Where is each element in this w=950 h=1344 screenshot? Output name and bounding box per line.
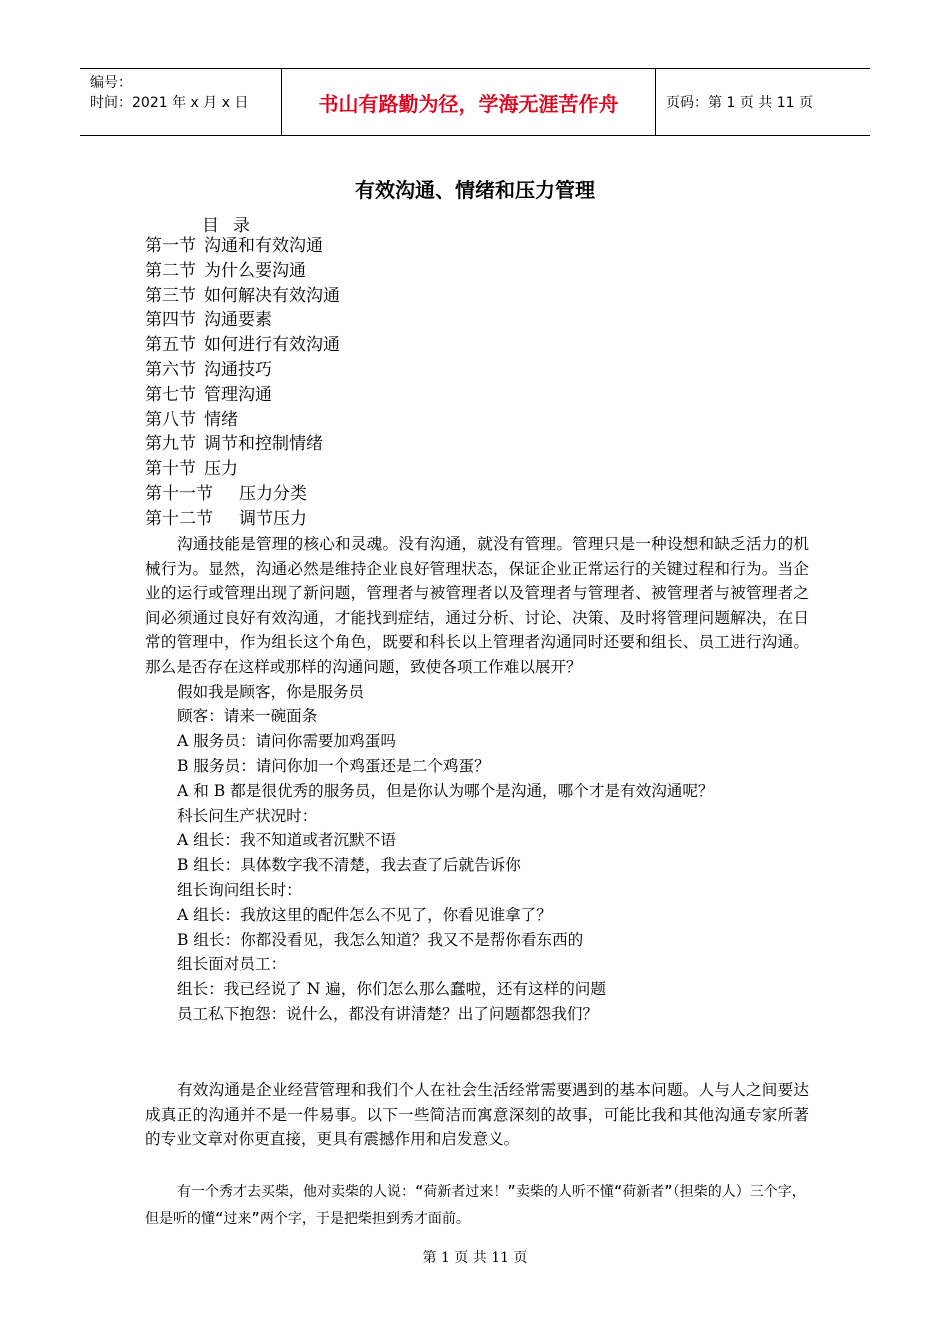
toc-item [145,333,340,358]
toc-item [145,259,340,284]
toc-item-text: 为什么要沟通 [204,260,306,281]
intro-paragraph: 沟通技能是管理的核心和灵魂。没有沟通，就没有管理。管理只是一种设想和缺乏活力的机械行为。显然，沟通必然是维持企业良好管理状态，保证企业正常运行的关键过程和行为。当企业的运行或管理出现了新问题，管理者与被管理者以及管理者与管理者、被管理者与被管理者之间必须通过良好有效沟通，才能找到症结，通过分析、讨论、决策、及时将管理问题解决，在日常的管理中，作为组长这个角色，既要和科长以上管理者沟通同时还要和组长、员工进行沟通。那么是否存在这样或那样的沟通问题，致使各项工作难以展开？ [145,535,809,676]
toc-item [145,457,340,482]
story-section [145,1179,809,1233]
toc-item [145,383,340,408]
header-meta-cell [80,69,282,135]
toc-item-text: 管理沟通 [204,384,272,405]
toc-item-number: 第十二节 [145,508,213,529]
toc-item-number: 第七节 [145,384,196,405]
document-title: 有效沟通、情绪和压力管理 [355,178,595,202]
toc-item-number: 第九节 [145,434,196,455]
dialogue-examples [145,680,809,1027]
toc-item-text: 压力 [204,459,238,480]
header-motto: 书山有路勤为径，学海无涯苦作舟 [282,69,656,135]
dialogue-line: A 组长：我放这里的配件怎么不见了，你看见谁拿了？ [177,905,552,924]
toc-item-number: 第八节 [145,409,196,430]
toc-item [145,234,340,259]
toc-item-number: 第十一节 [145,483,213,504]
toc-item-text: 调节和控制情绪 [204,434,323,455]
toc-item-text: 沟通要素 [204,310,272,331]
toc-heading: 目录 [202,216,264,236]
dialogue-line: A 和 B 都是很优秀的服务员，但是你认为哪个是沟通，哪个才是有效沟通呢？ [177,781,714,800]
toc-item-text: 沟通和有效沟通 [204,236,323,256]
toc-item-number: 第四节 [145,310,196,331]
toc-item-number: 第六节 [145,359,196,380]
table-of-contents [145,234,340,532]
dialogue-line: 顾客：请来一碗面条 [177,707,318,726]
dialogue-line: 组长：我已经说了 N 遍，你们怎么那么蠢啦，还有这样的问题 [177,980,606,999]
toc-item-text: 如何进行有效沟通 [204,335,340,356]
document-body-continued [145,1078,809,1152]
toc-item-number: 第一节 [145,236,196,256]
toc-item-text: 调节压力 [239,508,307,529]
dialogue-line: 科长问生产状况时： [177,806,318,825]
story-paragraph: 有一个秀才去买柴，他对卖柴的人说：“荷新者过来！”卖柴的人听不懂“荷新者”（担柴的人）三个字，但是听的懂“过来”两个字，于是把柴担到秀才面前。 [145,1184,806,1227]
dialogue-line: A 组长：我不知道或者沉默不语 [177,831,396,850]
toc-item [145,482,340,507]
toc-item-number: 第十节 [145,459,196,480]
page-footer: 第 1 页 共 11 页 [422,1250,528,1266]
dialogue-line: B 服务员：请问你加一个鸡蛋还是二个鸡蛋？ [177,756,490,775]
toc-item [145,284,340,309]
toc-item-text: 情绪 [204,409,238,430]
header-page-info: 页码：第 1 页 共 11 页 [666,95,813,111]
toc-item-number: 第三节 [145,285,196,306]
toc-item [145,507,340,532]
dialogue-line: A 服务员：请问你需要加鸡蛋吗 [177,732,396,751]
toc-item-text: 沟通技巧 [204,359,272,380]
serial-label: 编号： [90,75,132,91]
document-body [145,532,809,1027]
toc-item [145,408,340,433]
toc-item [145,358,340,383]
dialogue-line: 假如我是顾客，你是服务员 [177,682,365,701]
date-label: 时间：2021 年 x 月 x 日 [90,95,249,111]
dialogue-line: B 组长：具体数字我不清楚，我去查了后就告诉你 [177,856,521,875]
dialogue-line: 员工私下抱怨：说什么，都没有讲清楚？出了问题都怨我们？ [177,1004,599,1023]
dialogue-line: 组长询问组长时： [177,880,302,899]
dialogue-line: 组长面对员工： [177,955,287,974]
toc-item-text: 压力分类 [239,483,307,504]
toc-item-number: 第二节 [145,260,196,281]
toc-item-number: 第五节 [145,335,196,356]
dialogue-line: B 组长：你都没看见，我怎么知道？我又不是帮你看东西的 [177,930,584,949]
toc-item-text: 如何解决有效沟通 [204,285,340,306]
toc-item [145,432,340,457]
toc-item [145,308,340,333]
document-header [80,68,870,136]
communication-paragraph: 有效沟通是企业经营管理和我们个人在社会生活经常需要遇到的基本问题。人与人之间要达成真正的沟通并不是一件易事。以下一些简洁而寓意深刻的故事，可能比我和其他沟通专家所著的专业文章对你更直接，更具有震撼作用和启发意义。 [145,1081,809,1149]
